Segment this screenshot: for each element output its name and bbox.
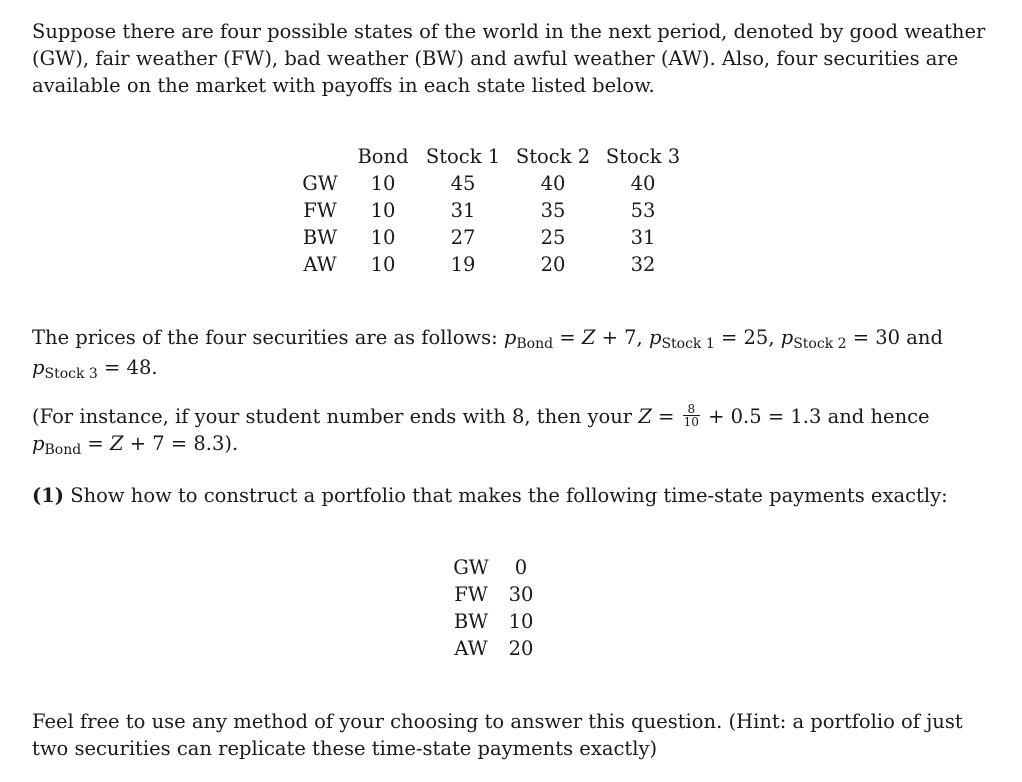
table-cell: 31	[450, 199, 476, 222]
question-paragraph	[32, 482, 992, 509]
table-row	[442, 554, 542, 581]
table-cell: 10	[370, 253, 396, 276]
table-cell: 25	[540, 226, 566, 249]
price-symbol: p	[503, 326, 517, 349]
bond-price-rest: + 7,	[595, 326, 649, 349]
stock-1-price-rest: = 25,	[714, 326, 781, 349]
table-cell: 30	[508, 583, 534, 606]
price-symbol: p	[648, 326, 662, 349]
state-label: FW	[303, 199, 337, 222]
table-row	[292, 170, 688, 197]
header-stock-1: Stock 1	[425, 145, 501, 168]
equals-sign: =	[81, 432, 110, 455]
price-subscript-bond: Bond	[516, 336, 554, 352]
instance-rest-1: + 0.5 = 1.3 and hence	[701, 405, 930, 428]
equals-sign: =	[651, 405, 681, 428]
table-row	[292, 224, 688, 251]
table-cell: 31	[630, 226, 656, 249]
payoff-header-row	[292, 143, 688, 170]
table-row	[292, 251, 688, 278]
table-cell: 10	[508, 610, 534, 633]
fraction-numerator: 8	[683, 403, 700, 416]
stock-2-price-rest: = 30 and	[846, 326, 943, 349]
instance-rest-2: + 7 = 8.3).	[123, 432, 239, 455]
state-label: AW	[303, 253, 337, 276]
header-bond: Bond	[357, 145, 409, 168]
price-subscript-stock-2: Stock 2	[793, 336, 847, 352]
table-cell: 35	[540, 199, 566, 222]
header-stock-2: Stock 2	[515, 145, 591, 168]
table-cell: 40	[540, 172, 566, 195]
question-text: Show how to construct a portfolio that makes the following time-state payments exactly:	[64, 484, 948, 507]
table-cell: 10	[370, 226, 396, 249]
header-stock-3: Stock 3	[605, 145, 681, 168]
table-cell: 10	[370, 199, 396, 222]
table-row	[442, 635, 542, 662]
price-symbol: p	[32, 356, 45, 379]
price-subscript-stock-1: Stock 1	[661, 336, 715, 352]
stock-3-price-rest: = 48.	[97, 356, 158, 379]
state-label: AW	[454, 637, 488, 660]
table-cell: 32	[630, 253, 656, 276]
table-cell: 19	[450, 253, 476, 276]
price-subscript-stock-3: Stock 3	[44, 366, 98, 382]
table-row	[292, 197, 688, 224]
z-variable: Z	[109, 432, 124, 455]
instance-paragraph	[32, 403, 992, 460]
table-row	[442, 581, 542, 608]
table-cell: 27	[450, 226, 476, 249]
table-cell: 20	[540, 253, 566, 276]
prices-lead: The prices of the four securities are as follows:	[32, 326, 504, 349]
z-variable: Z	[638, 405, 652, 428]
hint-paragraph: Feel free to use any method of your choosing to answer this question. (Hint: a portfolio of just two securities can replicate these time-state payments exactly)	[32, 710, 963, 760]
question-number: (1)	[32, 484, 65, 507]
table-cell: 0	[514, 556, 528, 579]
state-label: BW	[302, 226, 338, 249]
price-symbol: p	[32, 432, 45, 455]
intro-paragraph: Suppose there are four possible states of the world in the next period, denoted by good weather (GW), fair weather (FW), bad weather (BW) and awful weather (AW). Also, four securities are available on the market with payoffs in each state listed below.	[32, 20, 986, 97]
fraction	[683, 403, 700, 428]
table-row	[442, 608, 542, 635]
table-cell: 20	[508, 637, 534, 660]
corner-cell	[292, 143, 348, 170]
instance-lead: (For instance, if your student number ends with 8, then your	[32, 405, 639, 428]
state-label: GW	[453, 556, 489, 579]
state-label: GW	[302, 172, 338, 195]
payoff-table	[292, 143, 688, 278]
table-cell: 40	[630, 172, 656, 195]
table-cell: 10	[370, 172, 396, 195]
state-label: BW	[453, 610, 489, 633]
equals-sign: =	[553, 326, 582, 349]
z-variable: Z	[581, 326, 596, 349]
price-symbol: p	[780, 326, 794, 349]
state-label: FW	[454, 583, 488, 606]
prices-paragraph	[32, 324, 992, 384]
price-subscript-bond: Bond	[44, 442, 82, 458]
table-cell: 45	[450, 172, 476, 195]
target-payments-table	[442, 554, 542, 662]
table-cell: 53	[630, 199, 656, 222]
fraction-denominator: 10	[683, 415, 699, 429]
